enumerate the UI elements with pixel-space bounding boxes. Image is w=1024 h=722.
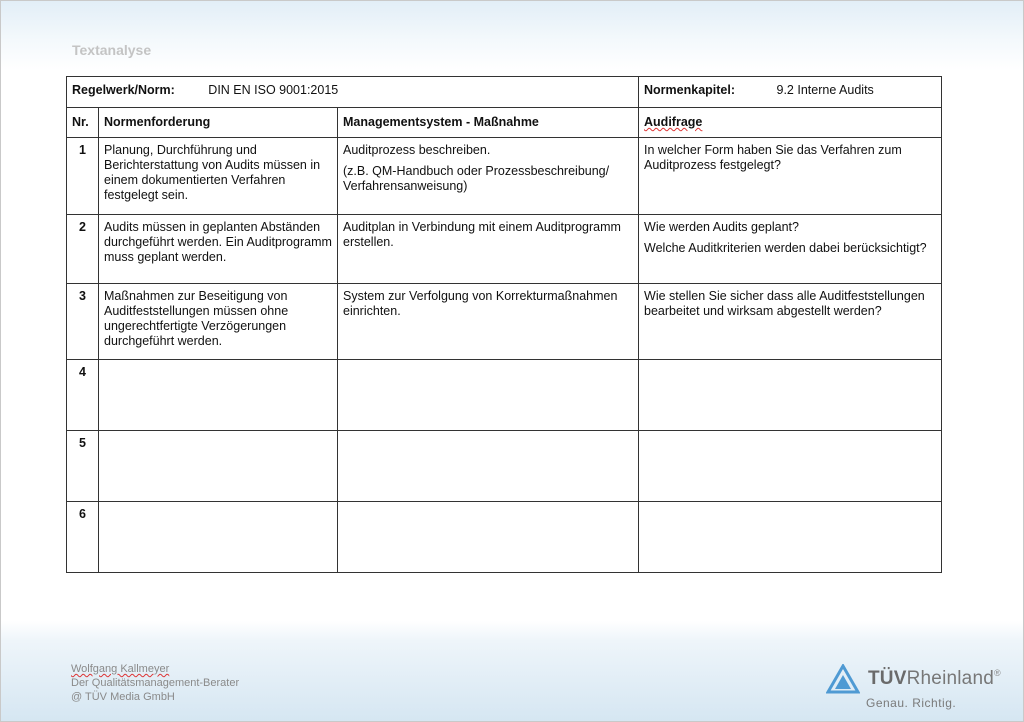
table-row — [67, 502, 942, 573]
auditfrage-text-2: Welche Auditkriterien werden dabei berücksichtigt? — [644, 241, 927, 255]
slide-title: Textanalyse — [72, 42, 152, 58]
massnahme-cell — [338, 431, 639, 502]
footer-credits — [71, 662, 239, 704]
auditfrage-text: Wie werden Audits geplant? — [644, 220, 799, 234]
massnahme-text: Auditprozess beschreiben. — [343, 143, 491, 157]
kapitel-label: Normenkapitel: — [644, 83, 736, 97]
massnahme-cell — [338, 215, 639, 284]
table-row — [67, 360, 942, 431]
logo-tagline: Genau. Richtig. — [866, 696, 957, 710]
kapitel-cell — [639, 77, 942, 108]
row-number: 1 — [67, 138, 99, 215]
kapitel-value: 9.2 Interne Audits — [776, 83, 874, 97]
auditfrage-cell — [639, 360, 942, 431]
audit-table — [66, 76, 942, 573]
massnahme-text: System zur Verfolgung von Korrekturmaßnahmen einrichten. — [343, 289, 618, 318]
footer-author: Wolfgang Kallmeyer — [71, 663, 170, 675]
normenforderung-cell — [99, 502, 338, 573]
row-number: 4 — [67, 360, 99, 431]
auditfrage-cell — [639, 138, 942, 215]
logo-wordmark: TÜVRheinland® — [868, 668, 1001, 689]
normenforderung-cell: Maßnahmen zur Beseitigung von Auditfeststellungen müssen ohne ungerechtfertigte Verzögerungen durchgeführt werden. — [99, 284, 338, 360]
auditfrage-cell — [639, 215, 942, 284]
table-row — [67, 215, 942, 284]
massnahme-cell — [338, 284, 639, 360]
auditfrage-text: In welcher Form haben Sie das Verfahren zum Auditprozess festgelegt? — [644, 143, 902, 172]
massnahme-cell — [338, 138, 639, 215]
column-header-row — [67, 108, 942, 138]
normenforderung-cell: Audits müssen in geplanten Abständen durchgeführt werden. Ein Auditprogramm muss geplant werden. — [99, 215, 338, 284]
table-row — [67, 138, 942, 215]
footer-role: Der Qualitätsmanagement-Berater — [71, 677, 240, 689]
triangle-logo-icon — [826, 664, 860, 694]
row-number: 6 — [67, 502, 99, 573]
regelwerk-cell — [67, 77, 639, 108]
massnahme-cell — [338, 360, 639, 431]
row-number: 2 — [67, 215, 99, 284]
massnahme-cell — [338, 502, 639, 573]
norm-header-row — [67, 77, 942, 108]
col-header-normenforderung: Normenforderung — [99, 108, 338, 138]
normenforderung-cell — [99, 431, 338, 502]
table-row — [67, 431, 942, 502]
col-header-massnahme: Managementsystem - Maßnahme — [338, 108, 639, 138]
table-row — [67, 284, 942, 360]
row-number: 5 — [67, 431, 99, 502]
auditfrage-text: Wie stellen Sie sicher dass alle Auditfeststellungen bearbeitet und wirksam abgestellt werden? — [644, 289, 925, 318]
normenforderung-cell: Planung, Durchführung und Berichterstattung von Audits müssen in einem dokumentierten Verfahren festgelegt sein. — [99, 138, 338, 215]
footer-publisher: @ TÜV Media GmbH — [71, 691, 175, 703]
regelwerk-value: DIN EN ISO 9001:2015 — [208, 83, 339, 97]
auditfrage-header-text: Audifrage — [644, 115, 703, 129]
row-number: 3 — [67, 284, 99, 360]
auditfrage-cell — [639, 502, 942, 573]
normenforderung-cell — [99, 360, 338, 431]
col-header-nr: Nr. — [67, 108, 99, 138]
tuv-logo — [826, 664, 1001, 710]
auditfrage-cell — [639, 431, 942, 502]
col-header-auditfrage — [639, 108, 942, 138]
massnahme-text: Auditplan in Verbindung mit einem Auditprogramm erstellen. — [343, 220, 621, 249]
auditfrage-cell — [639, 284, 942, 360]
massnahme-note: (z.B. QM-Handbuch oder Prozessbeschreibung/ Verfahrensanweisung) — [343, 164, 610, 193]
regelwerk-label: Regelwerk/Norm: — [72, 83, 175, 97]
